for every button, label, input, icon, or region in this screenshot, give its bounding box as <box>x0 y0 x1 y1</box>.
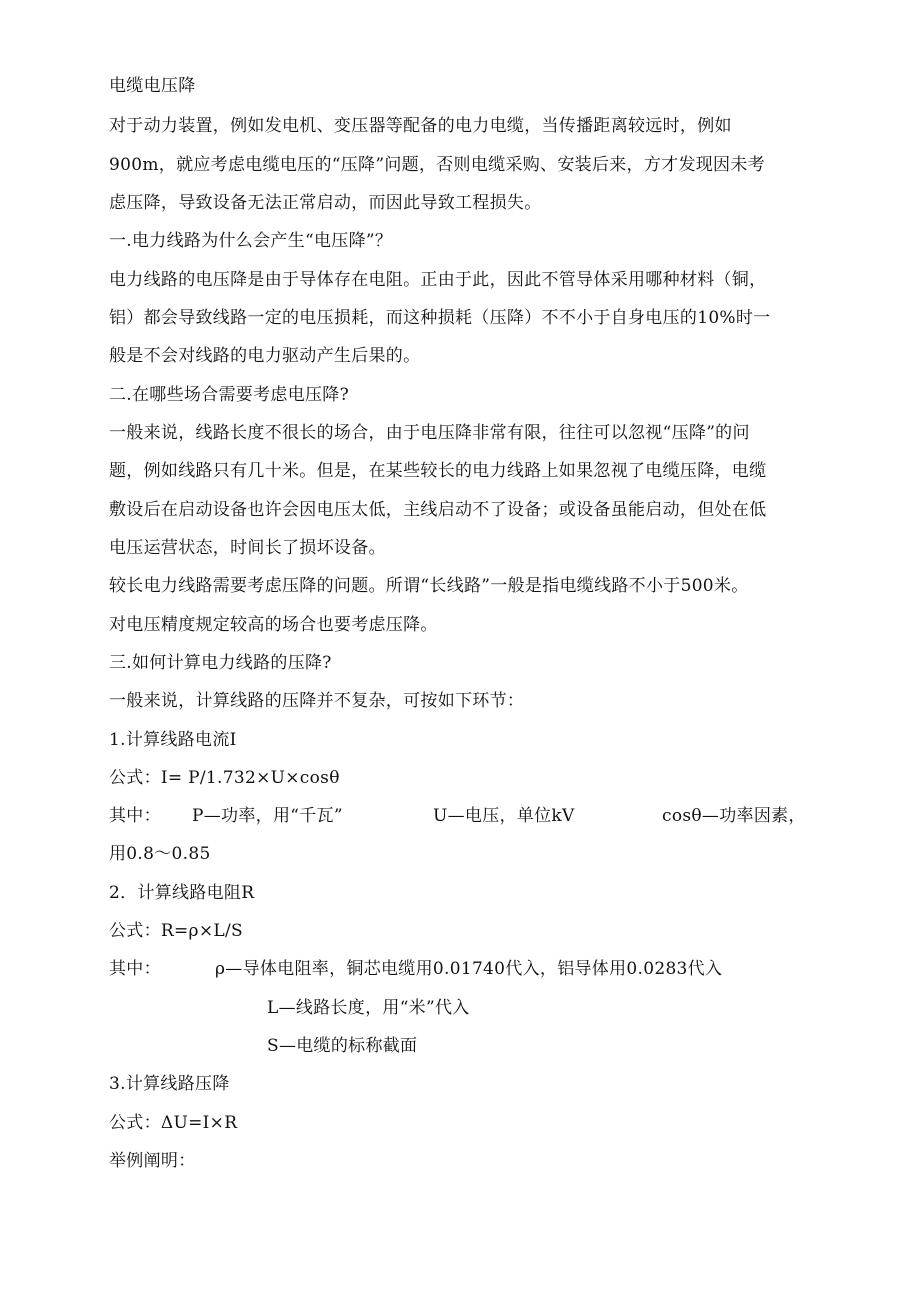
section-2-p1-line-1: 一般来说，线路长度不很长的场合，由于电压降非常有限，往往可以忽视“压降”的问 <box>109 423 750 443</box>
intro-line-2: 900m，就应考虑电缆电压的“压降”问题，否则电缆采购、安装后来，方才发现因未考 <box>109 155 765 175</box>
step-1-formula: 公式：I= P/1.732×U×cosθ <box>109 768 340 788</box>
section-1-line-2: 铝）都会导致线路一定的电压损耗，而这种损耗（压降）不不小于自身电压的10%时一 <box>109 308 771 328</box>
section-2-heading: 二.在哪些场合需要考虑电压降? <box>109 385 350 405</box>
step-1-cos-continuation: 用0.8～0.85 <box>109 844 211 864</box>
example-label: 举例阐明： <box>109 1151 196 1171</box>
step-1-p-definition: P—功率，用“千瓦” <box>192 806 343 826</box>
section-2-p1-line-2: 题，例如线路只有几十米。但是，在某些较长的电力线路上如果忽视了电缆压降，电缆 <box>109 461 767 481</box>
section-1-heading: 一.电力线路为什么会产生“电压降”？ <box>109 231 393 251</box>
intro-line-3: 虑压降，导致设备无法正常启动，而因此导致工程损失。 <box>109 193 542 213</box>
section-2-p1-line-3: 敷设后在启动设备也许会因电压太低，主线启动不了设备；或设备虽能启动，但处在低 <box>109 500 767 520</box>
section-3-intro: 一般来说，计算线路的压降并不复杂，可按如下环节： <box>109 691 525 711</box>
step-2-l-definition: L—线路长度，用“米”代入 <box>267 998 470 1018</box>
intro-line-1: 对于动力装置，例如发电机、变压器等配备的电力电缆，当传播距离较远时，例如 <box>109 116 732 136</box>
step-2-s-definition: S—电缆的标称截面 <box>267 1036 418 1056</box>
section-1-line-3: 般是不会对线路的电力驱动产生后果的。 <box>109 346 421 366</box>
step-1-where-label: 其中： <box>109 806 161 826</box>
step-1-cos-definition: cosθ—功率因素， <box>662 806 806 826</box>
section-1-line-1: 电力线路的电压降是由于导体存在电阻。正由于此，因此不管导体采用哪种材料（铜， <box>109 270 767 290</box>
step-3-heading: 3.计算线路压降 <box>109 1074 230 1094</box>
section-2-p2-line-1: 较长电力线路需要考虑压降的问题。所谓“长线路”一般是指电缆线路不小于500米。 <box>109 576 749 596</box>
section-3-heading: 三.如何计算电力线路的压降? <box>109 653 332 673</box>
step-1-u-definition: U—电压，单位kV <box>433 806 575 826</box>
step-2-formula: 公式：R=ρ×L/S <box>109 921 243 941</box>
step-2-rho-definition: ρ—导体电阻率，铜芯电缆用0.01740代入，铝导体用0.0283代入 <box>215 959 723 979</box>
step-2-where-label: 其中： <box>109 959 161 979</box>
section-2-p1-line-4: 电压运营状态，时间长了损坏设备。 <box>109 538 386 558</box>
step-1-heading: 1.计算线路电流I <box>109 730 237 750</box>
step-3-formula: 公式：ΔU=I×R <box>109 1113 238 1133</box>
step-2-heading: 2．计算线路电阻R <box>109 883 255 903</box>
document-title: 电缆电压降 <box>109 76 196 96</box>
section-2-p2-line-2: 对电压精度规定较高的场合也要考虑压降。 <box>109 615 438 635</box>
